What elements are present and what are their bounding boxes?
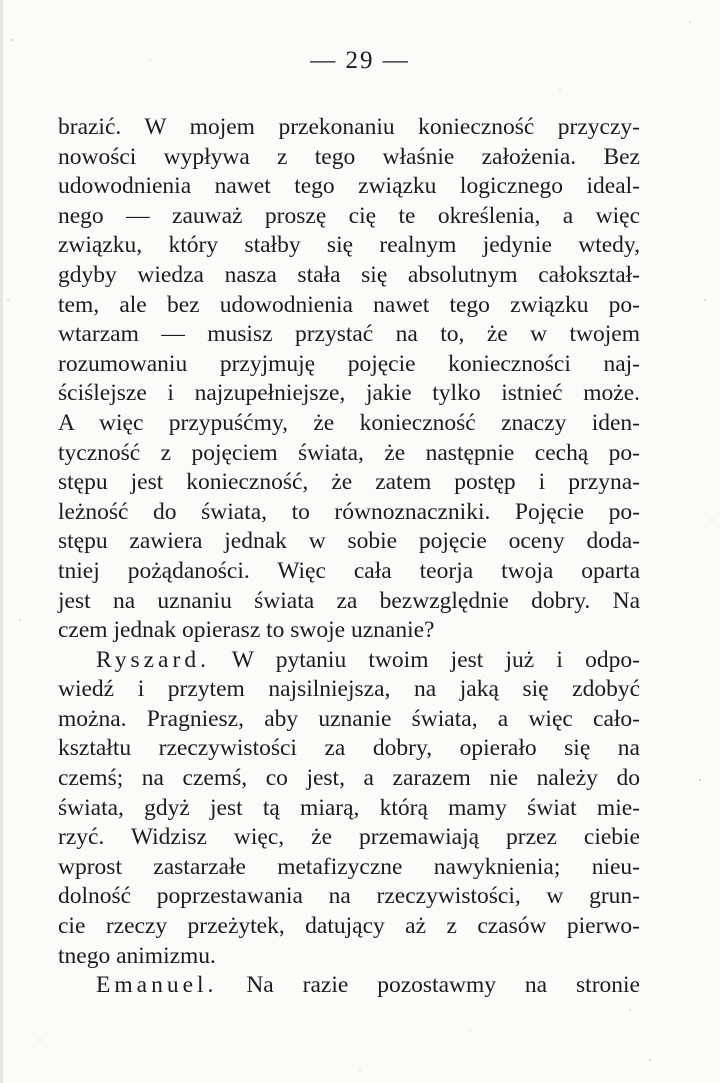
text-line: rzyć. Widzisz więc, że przemawiają przez ciebie <box>58 824 640 851</box>
text-line: tem, ale bez udowodnienia nawet tego związku po- <box>58 291 640 318</box>
speaker-line-text: Na razie pozostawmy na stronie <box>246 972 640 999</box>
text-line: związku, który stałby się realnym jedynie wtedy, <box>58 232 640 259</box>
text-line: świata, gdyż jest tą miarą, którą mamy świat mie- <box>58 794 640 821</box>
text-line: leżność do świata, to równoznaczniki. Pojęcie po- <box>58 498 640 525</box>
text-line: tnego animizmu. <box>58 942 216 969</box>
text-line: jest na uznaniu świata za bezwzględnie dobry. Na <box>58 587 640 614</box>
text-line: stępu zawiera jednak w sobie pojęcie oceny doda- <box>58 528 640 555</box>
text-line: udowodnienia nawet tego związku logicznego ideal- <box>58 173 640 200</box>
text-line: można. Pragniesz, aby uznanie świata, a więc cało- <box>58 705 640 732</box>
page-number: — 29 — <box>310 47 410 74</box>
text-line: nowości wypływa z tego właśnie założenia. Bez <box>58 143 640 170</box>
speaker-name-emanuel: Emanuel. <box>96 972 218 999</box>
text-line: dolność poprzestawania na rzeczywistości, w grun- <box>58 883 640 910</box>
text-line: gdyby wiedza nasza stała się absolutnym całokształ- <box>58 261 640 288</box>
text-line: czemś; na czemś, co jest, a zarazem nie należy do <box>58 765 640 792</box>
text-line: stępu jest konieczność, że zatem postęp i przyna- <box>58 469 640 496</box>
text-line: kształtu rzeczywistości za dobry, opierało się na <box>58 735 640 762</box>
speaker-line-emanuel <box>58 971 640 1001</box>
text-line: nego — zauważ proszę cię te określenia, a więc <box>58 202 640 229</box>
speaker-name-ryszard: Ryszard. <box>96 646 210 673</box>
text-line: ściślejsze i najzupełniejsze, jakie tylko istnieć może. <box>58 380 640 407</box>
text-line: wtarzam — musisz przystać na to, że w twojem <box>58 321 640 348</box>
text-line: czem jednak opierasz to swoje uznanie? <box>58 617 435 644</box>
text-line: wiedź i przytem najsilniejsza, na jaką się zdobyć <box>58 676 640 703</box>
text-line: A więc przypuśćmy, że konieczność znaczy iden- <box>58 409 640 436</box>
text-line: cie rzeczy przeżytek, datujący aż z czasów pierwo- <box>58 913 640 940</box>
text-line: tniej pożądaności. Więc cała teorja twoja oparta <box>58 557 640 584</box>
speaker-line-text: W pytaniu twoim jest już i odpo- <box>231 646 640 673</box>
speaker-line-ryszard <box>58 646 640 676</box>
body-text <box>58 113 640 1001</box>
text-line: tyczność z pojęciem świata, że następnie cechą po- <box>58 439 640 466</box>
text-line: rozumowaniu przyjmuję pojęcie konieczności naj- <box>58 350 640 377</box>
text-line: wprost zastarzałe metafizyczne nawyknienia; nieu- <box>58 853 640 880</box>
text-line: brazić. W mojem przekonaniu konieczność przyczy- <box>58 114 640 140</box>
